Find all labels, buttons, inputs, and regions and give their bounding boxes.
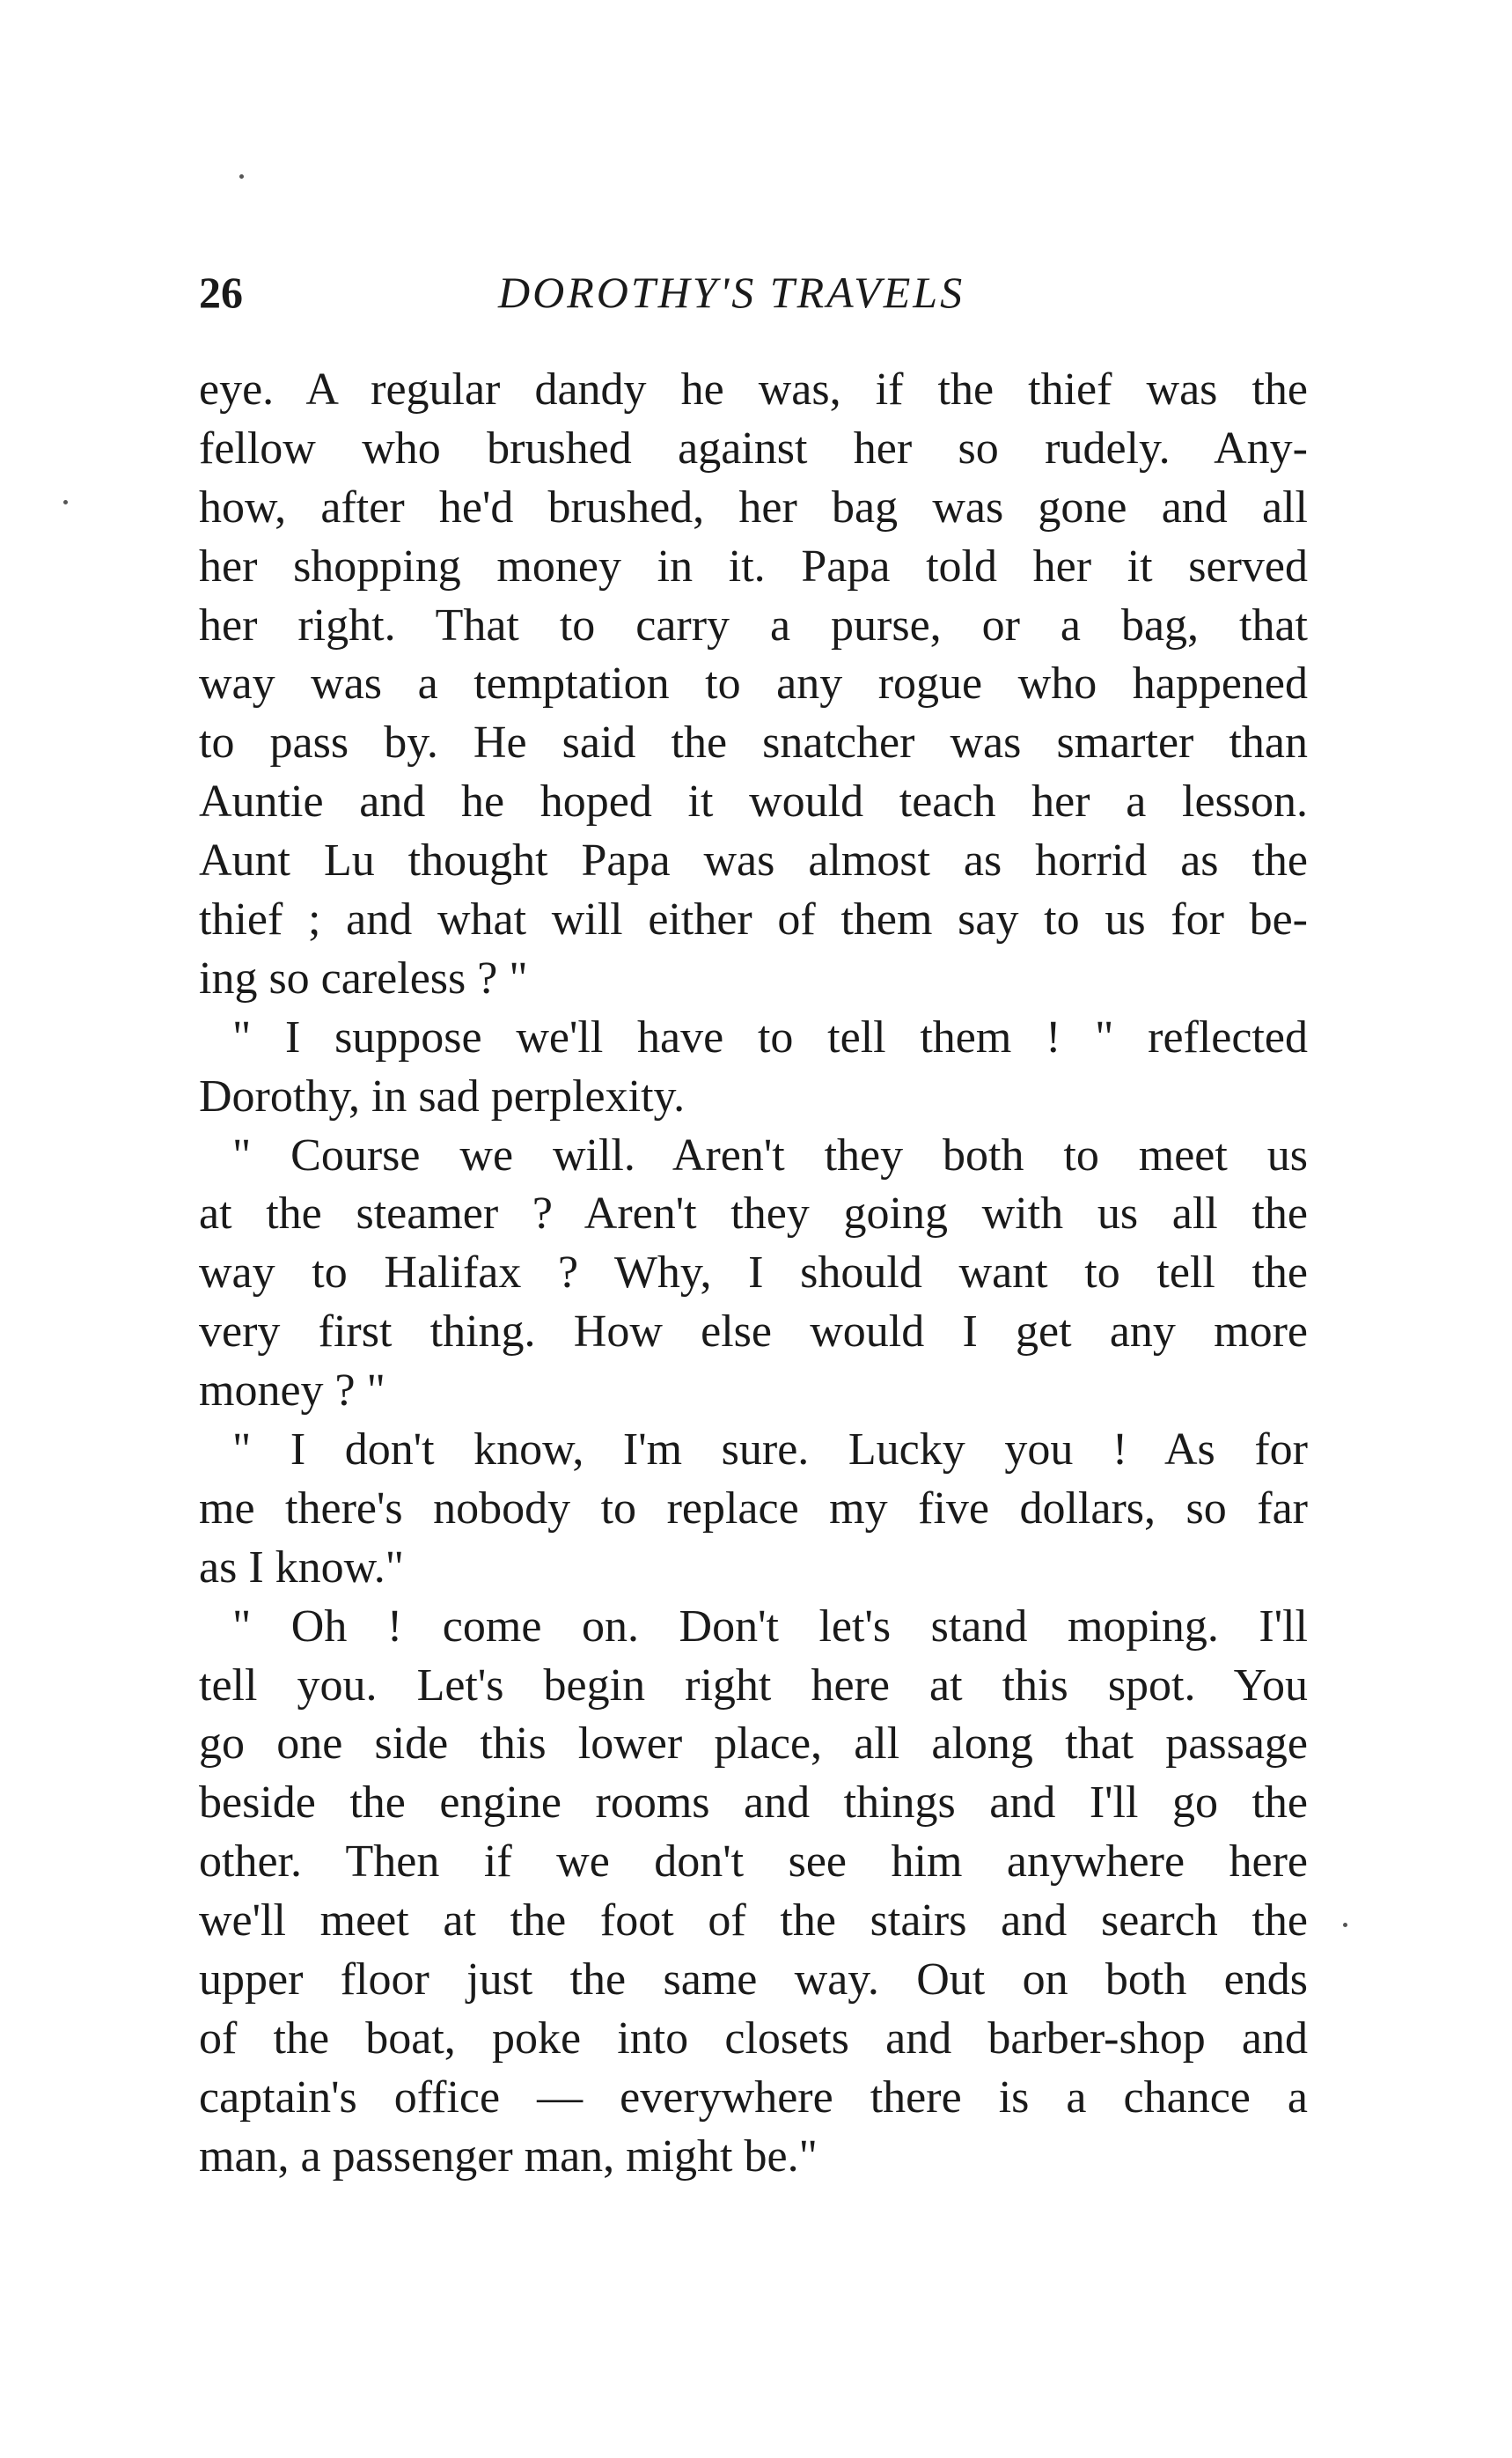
text-line: fellow who brushed against her so rudely. Any- bbox=[199, 423, 1308, 474]
text-line: tell you. Let's begin right here at this spot. You bbox=[199, 1660, 1308, 1711]
text-line: eye. A regular dandy he was, if the thief was the bbox=[199, 364, 1308, 415]
text-line: " Oh ! come on. Don't let's stand moping. I'll bbox=[232, 1601, 1308, 1652]
text-line: Dorothy, in sad perplexity. bbox=[199, 1071, 686, 1122]
page-header bbox=[199, 266, 1308, 319]
text-line: " I don't know, I'm sure. Lucky you ! As for bbox=[232, 1424, 1308, 1476]
text-line: as I know." bbox=[199, 1542, 405, 1593]
text-line: money ? " bbox=[199, 1365, 385, 1417]
text-line: very first thing. How else would I get any more bbox=[199, 1306, 1308, 1358]
running-head: DOROTHY'S TRAVELS bbox=[498, 268, 965, 317]
text-line: Auntie and he hoped it would teach her a lesson. bbox=[199, 776, 1308, 828]
text-line: we'll meet at the foot of the stairs and search the bbox=[199, 1895, 1308, 1947]
text-line: her shopping money in it. Papa told her it served bbox=[199, 541, 1308, 592]
text-line: beside the engine rooms and things and I'll go the bbox=[199, 1777, 1308, 1829]
page-number: 26 bbox=[199, 268, 243, 317]
text-line: thief ; and what will either of them say to us for be- bbox=[199, 894, 1308, 946]
text-line: other. Then if we don't see him anywhere here bbox=[199, 1836, 1308, 1888]
ink-speck bbox=[63, 500, 68, 504]
text-line: her right. That to carry a purse, or a bag, that bbox=[199, 600, 1308, 651]
text-line: " I suppose we'll have to tell them ! " reflected bbox=[232, 1012, 1308, 1063]
text-line: way to Halifax ? Why, I should want to tell the bbox=[199, 1247, 1308, 1299]
text-line: me there's nobody to replace my five dollars, so far bbox=[199, 1483, 1308, 1534]
text-line: to pass by. He said the snatcher was smarter than bbox=[199, 718, 1308, 769]
text-line: captain's office — everywhere there is a chance a bbox=[199, 2072, 1308, 2123]
ink-speck bbox=[239, 174, 244, 179]
ink-speck bbox=[1343, 1923, 1347, 1927]
text-line: of the boat, poke into closets and barber-shop and bbox=[199, 2013, 1308, 2064]
text-line: Aunt Lu thought Papa was almost as horrid as the bbox=[199, 835, 1308, 887]
text-line: how, after he'd brushed, her bag was gone and all bbox=[199, 482, 1308, 533]
text-line: way was a temptation to any rogue who happened bbox=[199, 659, 1308, 710]
text-line: " Course we will. Aren't they both to meet us bbox=[232, 1130, 1308, 1181]
text-line: man, a passenger man, might be." bbox=[199, 2131, 818, 2182]
text-line: go one side this lower place, all along that passage bbox=[199, 1718, 1308, 1770]
body-text bbox=[199, 361, 1308, 2187]
text-line: at the steamer ? Aren't they going with us all the bbox=[199, 1189, 1308, 1240]
text-line: upper floor just the same way. Out on both ends bbox=[199, 1954, 1308, 2005]
text-line: ing so careless ? " bbox=[199, 953, 528, 1004]
